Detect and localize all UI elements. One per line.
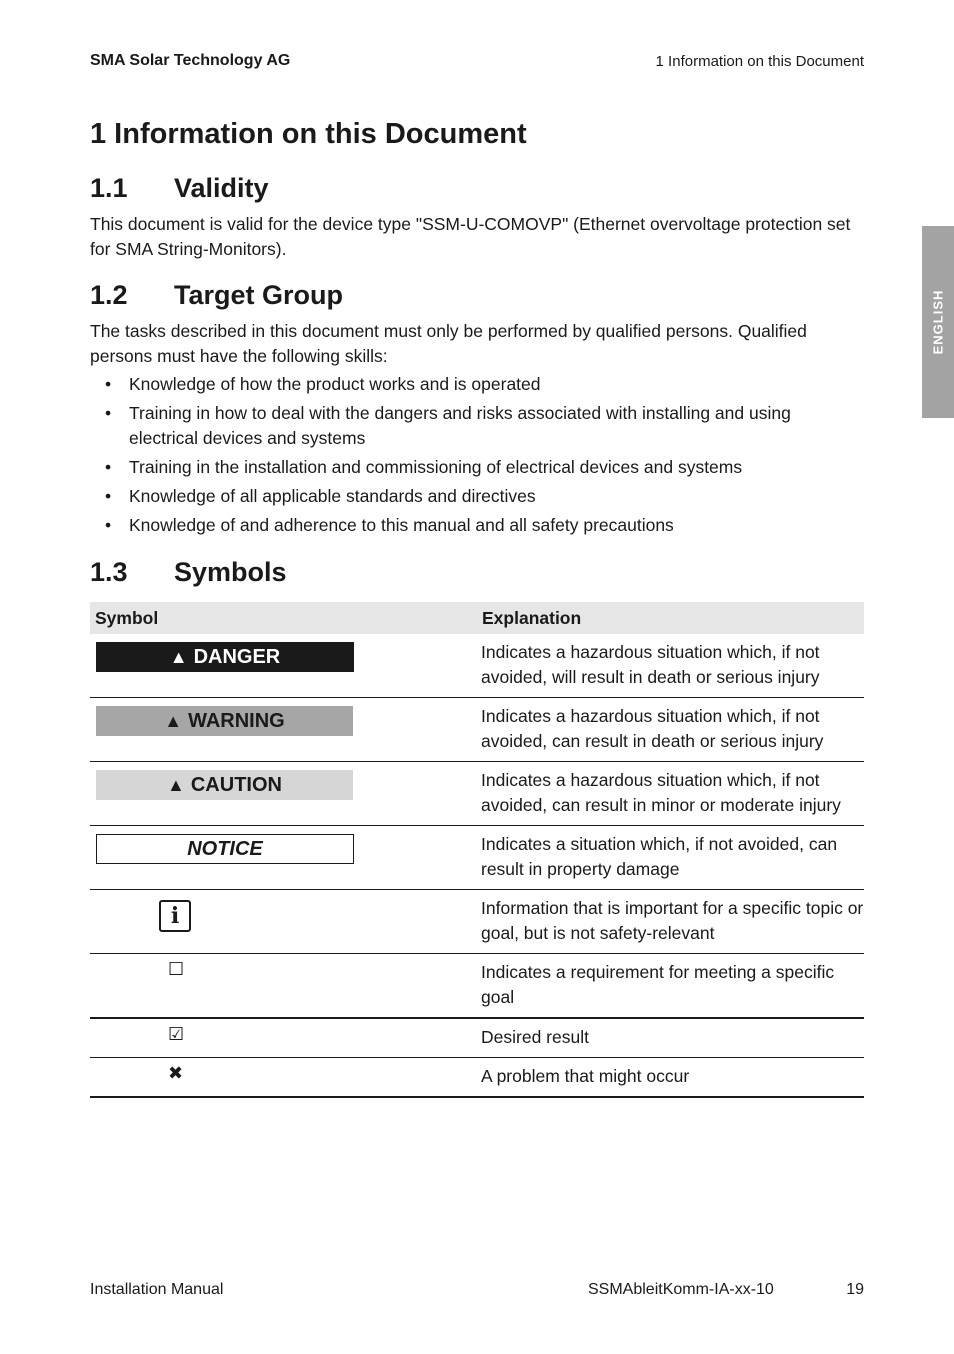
section-number: 1.1 <box>90 173 128 203</box>
section-title: Target Group <box>174 280 344 310</box>
chapter-title: 1 Information on this Document <box>90 118 527 150</box>
danger-label: DANGER <box>193 645 281 668</box>
header-company: SMA Solar Technology AG <box>90 52 291 69</box>
list-item: • Knowledge of and adherence to this manual and all safety precautions <box>90 513 860 538</box>
warning-label-box <box>96 706 353 736</box>
explanation-cell: Indicates a hazardous situation which, if not avoided, can result in minor or moderate injury <box>477 762 864 826</box>
target-group-intro: The tasks described in this document must only be performed by qualified persons. Qualified persons must have the following skills: <box>90 321 807 366</box>
explanation-cell: Information that is important for a specific topic or goal, but is not safety-relevant <box>477 890 864 954</box>
table-row <box>90 762 864 826</box>
symbol-cell <box>90 1018 477 1058</box>
table-row <box>90 1018 864 1058</box>
section-number: 1.2 <box>90 280 128 310</box>
page-number: 19 <box>846 1281 864 1298</box>
explanation-cell: Indicates a requirement for meeting a specific goal <box>477 954 864 1019</box>
explanation-cell: Desired result <box>477 1018 864 1058</box>
explanation-cell: Indicates a situation which, if not avoided, can result in property damage <box>477 826 864 890</box>
caution-label: CAUTION <box>190 773 282 796</box>
footer-doc-code: SSMAbleitKomm-IA-xx-10 <box>588 1281 774 1298</box>
table-row <box>90 826 864 890</box>
list-item: • Knowledge of how the product works and is operated <box>90 372 860 397</box>
footer-doc-type: Installation Manual <box>90 1281 224 1298</box>
warning-triangle-icon: ▲ <box>164 711 183 731</box>
table-header <box>90 602 864 634</box>
table-row <box>90 634 864 698</box>
section-symbols-heading <box>90 557 287 588</box>
symbols-table <box>90 602 864 1098</box>
cross-icon: ✖ <box>168 1063 184 1084</box>
notice-label-box <box>96 834 354 864</box>
header-section: 1 Information on this Document <box>655 53 864 70</box>
language-tab[interactable] <box>922 226 954 418</box>
table-row <box>90 954 864 1019</box>
symbol-cell <box>90 762 477 826</box>
skills-list <box>90 372 860 542</box>
column-header-explanation: Explanation <box>482 607 582 628</box>
language-tab-label: ENGLISH <box>930 289 946 355</box>
column-header-symbol: Symbol <box>95 607 159 628</box>
table-row <box>90 1058 864 1098</box>
validity-text: This document is valid for the device type "SSM-U-COMOVP" (Ethernet overvoltage protection set for SMA String-Monitors). <box>90 214 851 259</box>
section-title: Validity <box>174 173 269 203</box>
warning-label: WARNING <box>188 709 285 732</box>
symbol-cell <box>90 698 477 762</box>
empty-checkbox-icon: ☐ <box>168 959 185 980</box>
explanation-cell: A problem that might occur <box>477 1058 864 1098</box>
symbol-cell <box>90 890 477 954</box>
table-row <box>90 698 864 762</box>
list-item: • Training in the installation and commissioning of electrical devices and systems <box>90 455 860 480</box>
info-icon: i <box>159 900 191 932</box>
section-target-group-heading <box>90 280 343 311</box>
list-item: • Knowledge of all applicable standards and directives <box>90 484 860 509</box>
danger-label-box <box>96 642 354 672</box>
section-number: 1.3 <box>90 557 128 587</box>
symbol-cell <box>90 1058 477 1098</box>
section-validity-heading <box>90 173 269 204</box>
symbol-cell <box>90 826 477 890</box>
list-item: • Training in how to deal with the dangers and risks associated with installing and using electrical devices and systems <box>90 401 860 451</box>
explanation-cell: Indicates a hazardous situation which, if not avoided, can result in death or serious injury <box>477 698 864 762</box>
table-row <box>90 890 864 954</box>
table-header-row <box>90 602 864 634</box>
notice-label: NOTICE <box>187 837 263 860</box>
warning-triangle-icon: ▲ <box>169 647 188 667</box>
warning-triangle-icon: ▲ <box>167 775 185 795</box>
section-title: Symbols <box>174 557 287 587</box>
explanation-cell: Indicates a hazardous situation which, if not avoided, will result in death or serious injury <box>477 634 864 698</box>
checked-box-icon: ☑ <box>168 1024 185 1045</box>
caution-label-box <box>96 770 353 800</box>
symbol-cell <box>90 634 477 698</box>
symbol-cell <box>90 954 477 1019</box>
